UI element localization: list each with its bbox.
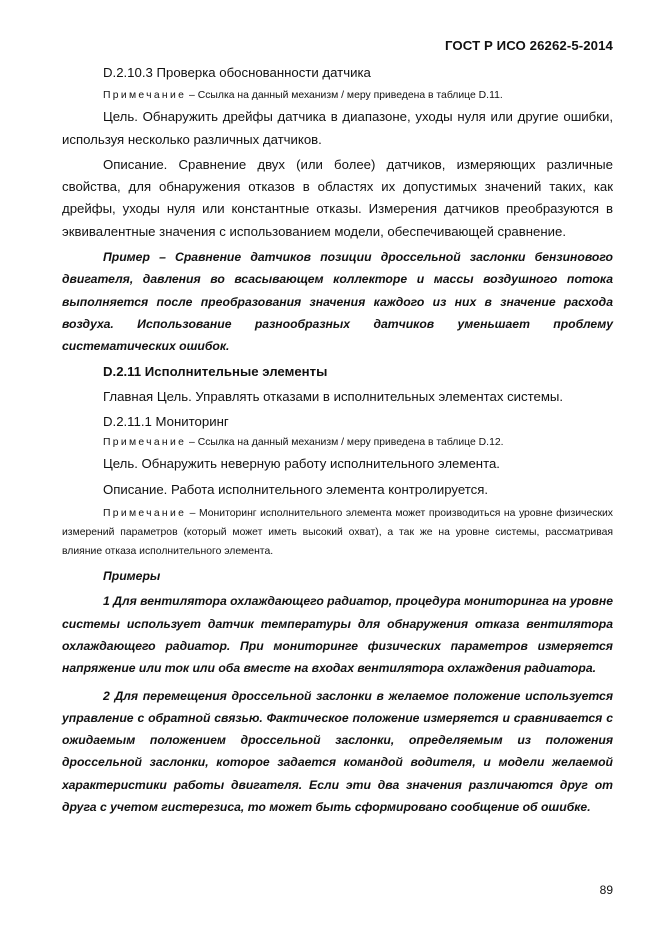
note-label: Примечание [103,437,187,449]
note-text: – Ссылка на данный механизм / меру приведена в таблице D.11. [186,90,503,102]
description-paragraph: Описание. Сравнение двух (или более) датчиков, измеряющих различные свойства, для обнаружения отказов в областях их допустимых значений таких, как дрейфы, уходы нуля или константные отказы. Измерения датчиков преобразуются в эквивалентные значения с использованием модели, обеспечивающей сравнение. [62,156,613,239]
section-heading-d-2-11: D.2.11 Исполнительные элементы [103,363,328,379]
examples-heading: Примеры [103,569,161,584]
note-text: – Мониторинг исполнительного элемента может производиться на уровне физических измерений параметров (который может иметь высокий охват), а так же на уровне системы, рассматривая влияние отказа исполнительного элемента. [62,508,613,558]
section-heading-d-2-11-1: D.2.11.1 Мониторинг [103,414,229,430]
note-text: – Ссылка на данный механизм / меру приведена в таблице D.12. [186,437,504,449]
example-2-paragraph: 2 Для перемещения дроссельной заслонки в желаемое положение используется управление с обратной связью. Фактическое положение измеряется и сравнивается с ожидаемым положением дроссельной заслонки, определяемым из положения дроссельной заслонки, которое задается командой водителя, и модели желаемой характеристики работы двигателя. Если эти два значения различаются друг от друга с учетом гистерезиса, то может быть сформировано сообщение об ошибке. [62,688,613,815]
document-header-id: ГОСТ Р ИСО 26262-5-2014 [445,38,613,53]
page-number: 89 [599,883,613,897]
note-label: Примечание [103,508,187,520]
description-paragraph: Описание. Работа исполнительного элемента контролируется. [103,481,489,497]
main-goal-paragraph: Главная Цель. Управлять отказами в исполнительных элементах системы. [103,388,564,404]
page-content [62,62,613,818]
example-1-paragraph: 1 Для вентилятора охлаждающего радиатор, процедура мониторинга на уровне системы использует датчик температуры для обнаружения отказа вентилятора охлаждающего радиатор. При мониторинге физических параметров измеряется напряжение или ток или оба вместе на входах вентилятора охлаждения радиатора. [62,594,613,676]
note-label: Примечание [103,90,187,102]
note-d-2-11-1 [62,433,613,452]
goal-paragraph: Цель. Обнаружить неверную работу исполнительного элемента. [103,456,500,472]
example-paragraph: Пример – Сравнение датчиков позиции дроссельной заслонки бензинового двигателя, давления во всасывающем коллекторе и массы воздушного потока выполняется после преобразования значения каждого из них в значение расхода воздуха. Использование разнообразных датчиков уменьшает проблему систематических ошибок. [62,250,613,354]
goal-paragraph: Цель. Обнаружить дрейфы датчика в диапазоне, уходы нуля или другие ошибки, используя несколько различных датчиков. [62,109,613,147]
note-monitoring [62,504,613,561]
note-d-2-10-3 [62,86,613,105]
section-heading-d-2-10-3: D.2.10.3 Проверка обоснованности датчика [103,65,371,80]
